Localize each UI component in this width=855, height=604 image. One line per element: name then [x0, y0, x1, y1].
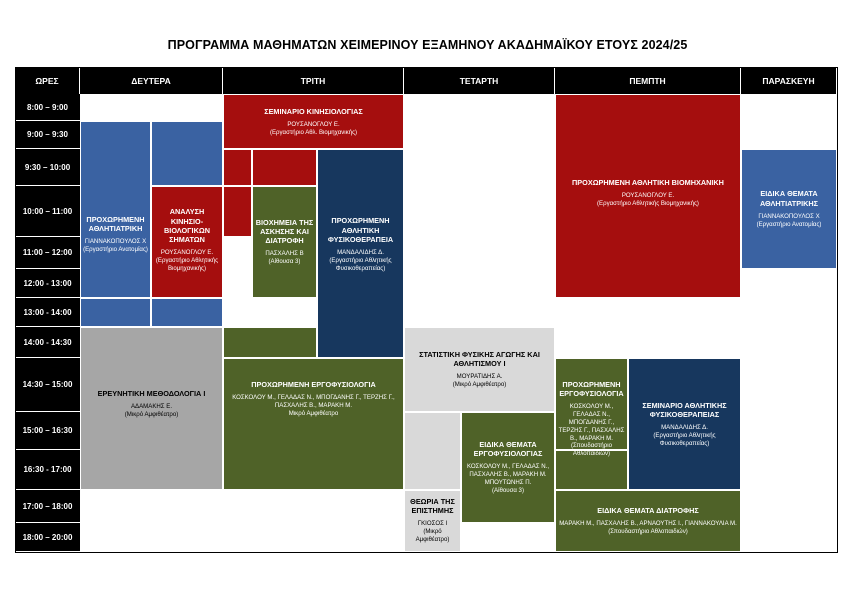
course-title: ΒΙΟΧΗΜΕΙΑ ΤΗΣ ΑΣΚΗΣΗΣ ΚΑΙ ΔΙΑΤΡΟΦΗ: [255, 217, 314, 246]
course-block: [461, 412, 555, 523]
time-slot: 9:00 – 9:30: [15, 121, 80, 149]
header-1: ΔΕΥΤΕΡΑ: [80, 67, 223, 94]
course-block: [151, 182, 223, 298]
course-title: ΠΡΟΧΩΡΗΜΕΝΗ ΑΘΛΗΤΙΚΗ ΦΥΣΙΚΟΘΕΡΑΠΕΙΑ: [327, 216, 394, 244]
course-block: [80, 181, 151, 288]
mon-blue-cell: [151, 121, 223, 186]
time-slot: 8:00 – 9:00: [15, 94, 80, 121]
table-border: [15, 67, 16, 552]
course-block: [252, 186, 317, 298]
course-title: ΣΕΜΙΝΑΡΙΟ ΑΘΛΗΤΙΚΗΣ ΦΥΣΙΚΟΘΕΡΑΠΕΙΑΣ: [642, 400, 727, 419]
course-title: ΣΕΜΙΝΑΡΙΟ ΚΙΝΗΣΙΟΛΟΓΙΑΣ: [264, 106, 363, 116]
time-slot: 16:30 - 17:00: [15, 450, 80, 490]
course-title: ΣΤΑΤΙΣΤΙΚΗ ΦΥΣΙΚΗΣ ΑΓΩΓΗΣ ΚΑΙ ΑΘΛΗΤΙΣΜΟΥ Ι: [419, 349, 540, 369]
tue-green-cell: [223, 327, 317, 358]
course-instructor-room: ΓΚΙΟΣΟΣ Ι (Μικρό Αμφιθέατρο): [415, 519, 450, 543]
course-instructor-room: ΜΑΝΔΑΛΙΔΗΣ Δ. (Εργαστήριο Αθλητικής Φυσικοθεραπείας): [653, 423, 716, 447]
course-block: [317, 186, 404, 303]
mon-blue-cell: [151, 298, 223, 327]
course-block: [223, 94, 404, 149]
course-instructor-room: ΚΟΣΚΟΛΟΥ Μ., ΓΕΛΑΔΑΣ Ν., ΜΠΟΓΔΑΝΗΣ Γ., ΤΕΡΖΗΣ Γ., ΠΑΣΧΑΛΗΣ Β., ΜΑΡΑΚΗ Μ. Μικρό Αμφιθέατρο: [232, 394, 395, 418]
course-instructor-room: ΜΟΥΡΑΤΙΔΗΣ Α. (Μικρό Αμφιθέατρο): [452, 373, 507, 389]
course-instructor-room: ΠΑΣΧΑΛΗΣ Β (Αίθουσα 3): [265, 250, 304, 266]
course-instructor-room: ΜΑΡΑΚΗ Μ., ΠΑΣΧΑΛΗΣ Β., ΑΡΝΑΟΥΤΗΣ Ι., ΓΙΑΝΝΑΚΟΥΛΙΑ Μ. (Σπουδαστήριο Αθλοπαιδιών): [559, 520, 737, 536]
time-slot: 12:00 - 13:00: [15, 269, 80, 298]
time-slot: 14:00 - 14:30: [15, 327, 80, 358]
time-slot: 18:00 – 20:00: [15, 523, 80, 552]
time-slot: 15:00 – 16:30: [15, 412, 80, 450]
table-border: [837, 67, 838, 553]
time-slot: 9:30 – 10:00: [15, 149, 80, 186]
course-instructor-room: ΡΟΥΣΑΝΟΓΛΟΥ Ε. (Εργαστήριο Αθλ. Βιομηχανικής): [269, 120, 358, 136]
time-slot: 11:00 – 12:00: [15, 237, 80, 269]
course-title: ΠΡΟΧΩΡΗΜΕΝΗ ΑΘΛΗΤΙΑΤΡΙΚΗ: [86, 214, 145, 234]
course-title: ΠΡΟΧΩΡΗΜΕΝΗ ΑΘΛΗΤΙΚΗ ΒΙΟΜΗΧΑΝΙΚΗ: [572, 178, 724, 188]
tue-red-cell: [223, 149, 252, 186]
course-instructor-room: ΡΟΥΣΑΝΟΓΛΟΥ Ε. (Εργαστήριο Αθλητικής Βιομηχανικής): [597, 192, 699, 208]
course-title: ΕΡΕΥΝΗΤΙΚΗ ΜΕΘΟΔΟΛΟΓΙΑ Ι: [97, 389, 206, 399]
course-block: [741, 149, 837, 269]
tue-red-cell: [252, 149, 317, 186]
course-title: ΠΡΟΧΩΡΗΜΕΝΗ ΕΡΓΟΦΥΣΙΟΛΟΓΙΑ: [559, 379, 624, 398]
course-block: [80, 358, 223, 450]
table-border: [15, 552, 837, 553]
course-title: ΘΕΩΡΙΑ ΤΗΣ ΕΠΙΣΤΗΜΗΣ: [410, 496, 455, 515]
time-slot: 17:00 – 18:00: [15, 490, 80, 523]
course-title: ΕΙΔΙΚΑ ΘΕΜΑΤΑ ΑΘΛΗΤΙΑΤΡΙΚΗΣ: [759, 189, 819, 208]
course-instructor-room: ΚΟΣΚΟΛΟΥ Μ., ΓΕΛΑΔΑΣ Ν., ΜΠΟΓΔΑΝΗΣ Γ., ΤΕΡΖΗΣ Γ., ΠΑΣΧΑΛΗΣ Β., ΜΑΡΑΚΗ Μ. (Σπουδαστήριο Αθλοπαιδιών): [558, 402, 625, 458]
course-block: [404, 327, 555, 412]
header-2: ΤΡΙΤΗ: [223, 67, 404, 94]
course-instructor-room: ΡΟΥΣΑΝΟΓΛΟΥ Ε. (Εργαστήριο Αθλητικής Βιομηχανικής): [155, 248, 219, 272]
header-0: ΩΡΕΣ: [15, 67, 80, 94]
course-instructor-room: ΑΔΑΜΑΚΗΣ Ε. (Μικρό Αμφιθέατρο): [124, 403, 179, 419]
course-instructor-room: ΓΙΑΝΝΑΚΟΠΟΥΛΟΣ Χ (Εργαστήριο Ανατομίας): [83, 238, 148, 254]
course-block: [555, 490, 741, 552]
course-title: ΠΡΟΧΩΡΗΜΕΝΗ ΕΡΓΟΦΥΣΙΟΛΟΓΙΑ: [251, 380, 376, 390]
time-slot: 13:00 - 14:00: [15, 298, 80, 327]
course-title: ΑΝΑΛΥΣΗ ΚΙΝΗΣΙΟ-ΒΙΟΛΟΓΙΚΩΝ ΣΗΜΑΤΩΝ: [164, 207, 210, 244]
mon-blue-cell: [80, 298, 151, 327]
course-instructor-room: ΚΟΣΚΟΛΟΥ Μ., ΓΕΛΑΔΑΣ Ν., ΠΑΣΧΑΛΗΣ Β., ΜΑΡΑΚΗ Μ. ΜΠΟΥΤΩΝΗΣ Π. (Αίθουσα 3): [466, 463, 550, 495]
time-slot: 14:30 – 15:00: [15, 358, 80, 412]
header-5: ΠΑΡΑΣΚΕΥΗ: [741, 67, 837, 94]
header-3: ΤΕΤΑΡΤΗ: [404, 67, 555, 94]
course-block: [628, 358, 741, 490]
course-block: [555, 358, 628, 480]
table-border: [15, 67, 837, 68]
time-slot: 10:00 – 11:00: [15, 186, 80, 237]
course-block: [223, 358, 404, 440]
course-instructor-room: ΜΑΝΔΑΛΙΔΗΣ Δ. (Εργαστήριο Αθλητικής Φυσικοθεραπείας): [329, 248, 392, 272]
course-title: ΕΙΔΙΚΑ ΘΕΜΑΤΑ ΕΡΓΟΦΥΣΙΟΛΟΓΙΑΣ: [473, 440, 543, 459]
course-instructor-room: ΓΙΑΝΝΑΚΟΠΟΥΛΟΣ Χ (Εργαστήριο Ανατομίας): [756, 212, 822, 228]
course-block: [555, 149, 741, 237]
course-block: [404, 488, 461, 552]
wed-lightgray-cell: [404, 412, 461, 490]
mon-red-cell: [223, 186, 252, 237]
header-4: ΠΕΜΠΤΗ: [555, 67, 741, 94]
course-title: ΕΙΔΙΚΑ ΘΕΜΑΤΑ ΔΙΑΤΡΟΦΗΣ: [597, 506, 699, 516]
page-title: ΠΡΟΓΡΑΜΜΑ ΜΑΘΗΜΑΤΩΝ ΧΕΙΜΕΡΙΝΟΥ ΕΞΑΜΗΝΟΥ ΑΚΑΔΗΜΑΪΚΟΥ ΕΤΟΥΣ 2024/25: [167, 38, 688, 52]
